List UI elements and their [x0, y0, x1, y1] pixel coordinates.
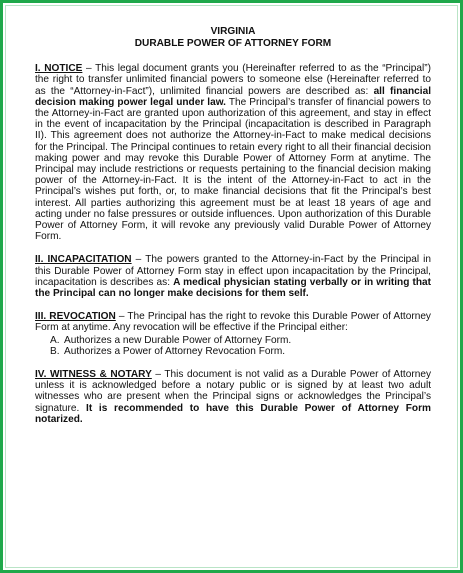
document-body [35, 26, 431, 437]
notice-heading: I. NOTICE [35, 63, 83, 75]
incapacitation-section [35, 254, 431, 299]
revocation-text-1: The Principal has the right to revoke this Durable Power of Attorney Form at anytime. Any revocation will be effective if the Principal either: [35, 311, 431, 334]
revocation-list [35, 335, 431, 357]
incapacitation-heading: II. INCAPACITATION [35, 254, 132, 266]
list-item-letter: A. [50, 334, 60, 346]
incapacitation-dash: – [131, 254, 146, 266]
list-item [35, 335, 431, 346]
notice-text-1: This legal document grants you (Hereinafter referred to as the “Principal”) the right to transfer unlimited financial powers to someone else (Hereinafter referred to as the “Attorney-in-Fact”), unlimited financial powers are described as: [35, 63, 431, 97]
witness-dash: – [151, 369, 165, 381]
revocation-section [35, 311, 431, 333]
witness-section [35, 369, 431, 425]
revocation-dash: – [115, 311, 128, 323]
witness-text-1: This document is not valid as a Durable Power of Attorney unless it is acknowledged before a notary public or is signed by at least two adult witnesses who are present when the Principal signs or acknowledges the Principal’s signature. [35, 369, 431, 414]
list-item-letter: B. [50, 345, 60, 357]
document-state: VIRGINIA [210, 26, 256, 37]
notice-dash: – [82, 63, 96, 75]
witness-heading: IV. WITNESS & NOTARY [35, 369, 152, 381]
document-title: DURABLE POWER OF ATTORNEY FORM [134, 37, 332, 49]
witness-bold-1: It is recommended to have this Durable Power of Attorney Form notarized. [35, 402, 431, 425]
incapacitation-bold-1: A medical physician stating verbally or in writing that the Principal can no longer make decisions for them self. [35, 276, 431, 300]
list-item-text: Authorizes a Power of Attorney Revocation Form. [64, 345, 286, 357]
notice-bold-1: all financial decision making power legal under law. [35, 85, 431, 108]
notice-text-2: The Principal’s transfer of financial powers to the Attorney-in-Fact are granted upon authorization of this agreement, and stay in effect in the event of incapacitation by the Principal (incapacitation is described in Paragraph II). This agreement does not authorize the Attorney-in-Fact to make medical decisions for the Principal. The Principal continues to retain every right to all their financial decision making power and may revoke this Durable Power of Attorney Form at anytime. The Principal may include restrictions or requests pertaining to the financial decision making power of the Attorney-in-Fact. It is the intent of the Attorney-in-Fact to act in the Principal’s wishes put forth, or, to make financial decisions that fit the Principal’s best interest. All parties authorizing this agreement must be at least 18 years of age and acting under no false pressures or outside influences. Upon authorization of this Durable Power of Attorney Form, it will revoke any previously valid Durable Power of Attorney Form. [35, 96, 431, 243]
revocation-heading: III. REVOCATION [35, 311, 116, 323]
notice-section [35, 63, 431, 242]
incapacitation-text-1: The powers granted to the Attorney-in-Fact by the Principal in this Durable Power of Attorney Form stay in effect upon incapacitation by the Principal, incapacitation is describes as: [35, 254, 432, 288]
list-item [35, 346, 431, 357]
document-header [35, 26, 431, 49]
list-item-text: Authorizes a new Durable Power of Attorney Form. [64, 334, 292, 346]
